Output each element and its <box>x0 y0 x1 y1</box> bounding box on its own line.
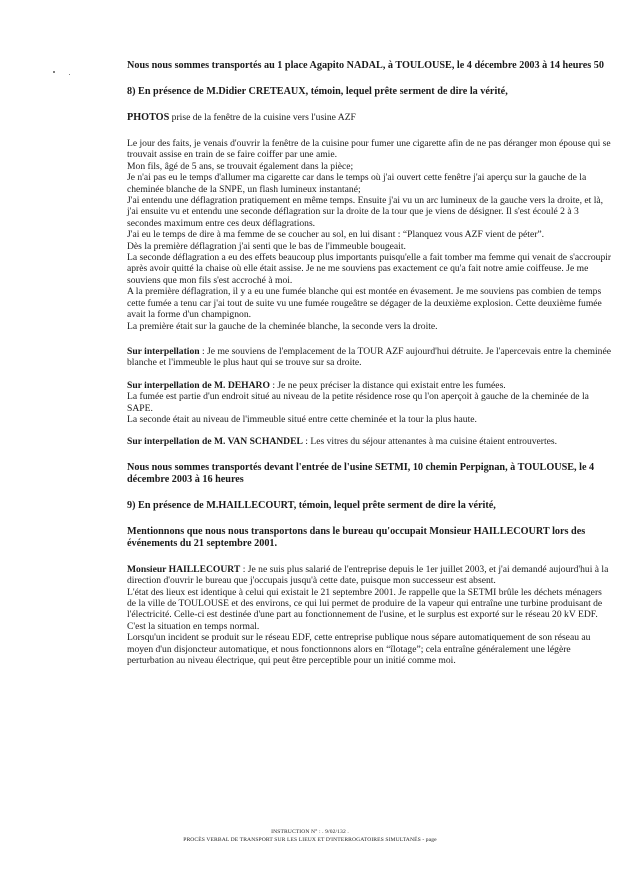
scan-speck <box>69 74 70 75</box>
interpellation-1 <box>127 346 613 369</box>
interpellation-line: La seconde était au niveau de l'immeuble situé entre cette cheminée et la tour la plus haute. <box>127 413 477 425</box>
statement-line: Dès la première déflagration j'ai senti que le bas de l'immeuble bougeait. <box>127 240 406 252</box>
statement-line: Je n'ai pas eu le temps d'allumer ma cigarette car dans le temps où j'ai ouvert cette fenêtre j'ai aperçu sur la gauche de la cheminée blanche de la SNPE, un flash lumineux instantané; <box>127 172 587 195</box>
photos-label: PHOTOS <box>127 112 170 123</box>
speaker-label: Monsieur HAILLECOURT <box>127 563 241 575</box>
interpellation-label: Sur interpellation <box>127 345 200 357</box>
interpellation-deharo <box>127 380 613 426</box>
witness-statement <box>127 138 613 332</box>
transport-heading-2: Nous nous sommes transportés devant l'entrée de l'usine SETMI, 10 chemin Perpignan, à TOULOUSE, le 4 décembre 2003 à 16 heures <box>127 461 595 485</box>
transport-heading-1: Nous nous sommes transportés au 1 place Agapito NADAL, à TOULOUSE, le 4 décembre 2003 à 14 heures 50 <box>127 60 604 71</box>
scan-speck <box>53 71 55 73</box>
document-body <box>127 60 613 666</box>
haillecourt-statement <box>127 564 613 667</box>
statement-line: A la première déflagration, il y a eu une fumée blanche qui est montée en évasement. Je me souviens pas combien de temps cette fumée a tenu car j'ai tout de suite vu une fumée rougeâtre se dégager de la deuxième explosion. Cette deuxième fumée avait la forme d'un champignon. <box>127 286 602 321</box>
interpellation-line <box>127 380 613 391</box>
statement-line: La première était sur la gauche de la cheminée blanche, la seconde vers la droite. <box>127 320 438 332</box>
statement-line: C'est la situation en temps normal. <box>127 620 260 632</box>
footer-instruction-number: INSTRUCTION N° : . 9/02/132 . <box>271 829 349 835</box>
interpellation-van-schandel <box>127 436 613 447</box>
statement-line: L'état des lieux est identique à celui qui existait le 21 septembre 2001. Je rappelle que la SETMI brûle les déchets ménagers de la ville de TOULOUSE et des environs, ce qui lui permet de produire de la vapeur qui entraîne une turbine produisant de l'électricité. Celle-ci est destinée d'une part au fonctionnement de l'usine, et le surplus est exporté sur le réseau 20 kV EDF. <box>127 586 603 621</box>
statement-text: : Je ne suis plus salarié de l'entreprise depuis le 1er juillet 2003, et j'ai demandé aujourd'hui à la direction d'ouvrir le bureau que j'occupais jusqu'à cette date, puisque mon successeur est absent. <box>127 563 609 587</box>
statement-line: Lorsqu'un incident se produit sur le réseau EDF, cette entreprise publique nous sépare automatiquement de son réseau au moyen d'un disjoncteur automatique, et nous fonctionnons alors en “îlotage”; cela entraîne généralement une légère perturbation au niveau électrique, qui peut être perceptible pour un initié comme moi. <box>127 632 591 666</box>
statement-line: La seconde déflagration a eu des effets beaucoup plus importants puisqu'elle a fait tomber ma femme qui venait de s'accroupir après avoir quitté la chaise où elle était assise. Je ne me souviens pas exactement ce qu'a fait notre amie coiffeuse. Je me souviens que mon fils s'est accroché à moi. <box>127 252 612 286</box>
witness-heading-9: 9) En présence de M.HAILLECOURT, témoin, lequel prête serment de dire la vérité, <box>127 499 496 511</box>
interpellation-label: Sur interpellation de M. DEHARO <box>127 379 270 391</box>
statement-line: J'ai entendu une déflagration pratiquement en même temps. Ensuite j'ai vu un arc lumineux de la gauche vers la droite, et là, j'ai ensuite vu et entendu une seconde déflagration sur la droite de la tour que je viens de désigner. Il s'est écoulé 2 à 3 secondes maximum entre ces deux déflagrations. <box>127 195 604 229</box>
interpellation-text: : Je me souviens de l'emplacement de la TOUR AZF aujourd'hui détruite. Je l'apercevais entre la cheminée blanche et l'immeuble le plus haut qui se trouve sur sa droite. <box>127 345 611 369</box>
photos-caption <box>127 112 613 124</box>
interpellation-label: Sur interpellation de M. VAN SCHANDEL <box>127 436 303 448</box>
footer-document-title: PROCÈS VERBAL DE TRANSPORT SUR LES LIEUX ET D'INTERROGATOIRES SIMULTANÉS - page <box>183 837 437 843</box>
statement-line: J'ai eu le temps de dire à ma femme de se coucher au sol, en lui disant : “Planquez vous AZF vient de péter”. <box>127 229 545 241</box>
mention-heading: Mentionnons que nous nous transportons dans le bureau qu'occupait Monsieur HAILLECOURT lors des événements du 21 septembre 2001. <box>127 525 586 549</box>
witness-heading-8: 8) En présence de M.Didier CRETEAUX, témoin, lequel prête serment de dire la vérité, <box>127 86 508 97</box>
interpellation-line: La fumée est partie d'un endroit situé au niveau de la petite résidence rose qu l'on aperçoit à gauche de la cheminée de la SAPE. <box>127 391 589 414</box>
interpellation-text: : Je ne peux préciser la distance qui existait entre les fumées. <box>269 379 506 391</box>
statement-line <box>127 564 613 587</box>
interpellation-text: : Les vitres du séjour attenantes à ma cuisine étaient entrouvertes. <box>302 436 558 448</box>
statement-line: Le jour des faits, je venais d'ouvrir la fenêtre de la cuisine pour fumer une cigarette afin de ne pas déranger mon épouse qui se trouvait assise en train de se faire coiffer par une amie. <box>127 138 611 161</box>
statement-line: Mon fils, âgé de 5 ans, se trouvait également dans la pièce; <box>127 160 354 172</box>
photos-text: prise de la fenêtre de la cuisine vers l'usine AZF <box>169 112 356 123</box>
